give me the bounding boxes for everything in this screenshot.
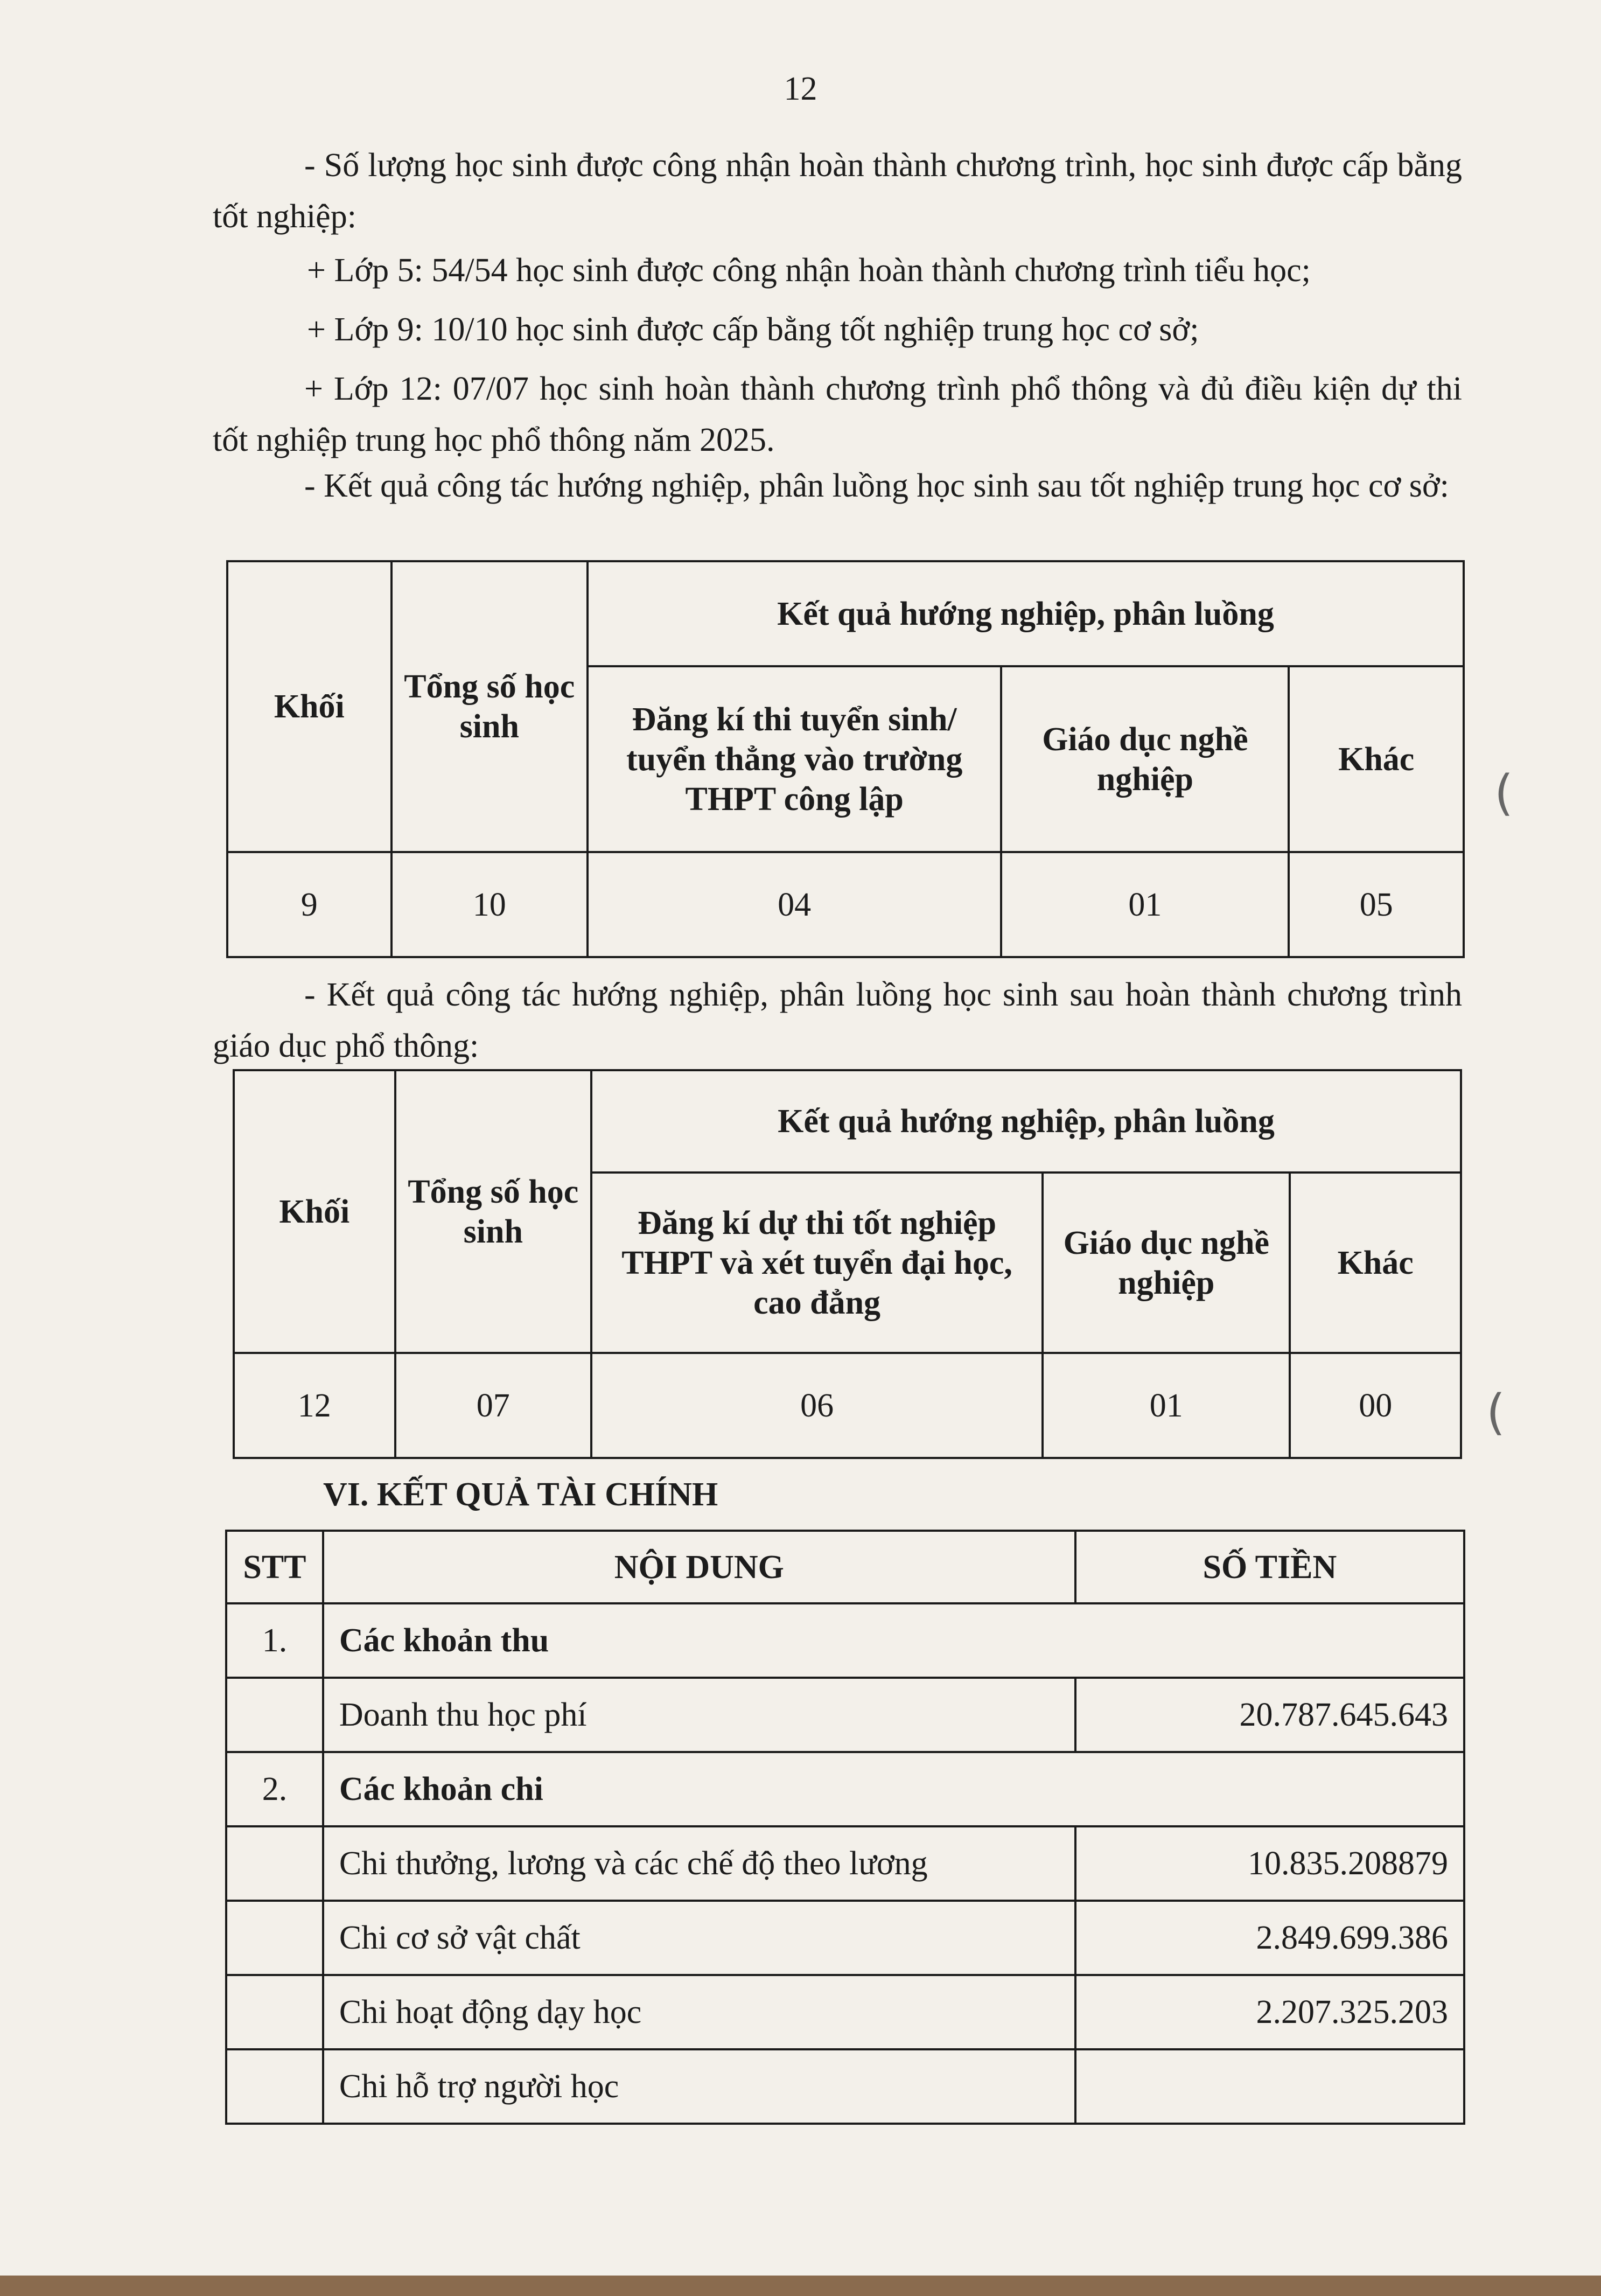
header-giao-duc-nghe: Giáo dục nghề nghiệp	[1043, 1173, 1290, 1353]
section-heading: VI. KẾT QUẢ TÀI CHÍNH	[323, 1476, 718, 1513]
header-tong-so: Tổng số học sinh	[391, 561, 588, 852]
career-guidance-table-grade12	[233, 1069, 1462, 1459]
cell-noi-dung: Chi hoạt động dạy học	[323, 1975, 1075, 2049]
career-guidance-table-grade9	[226, 560, 1465, 958]
header-tong-so: Tổng số học sinh	[395, 1070, 591, 1353]
table-row	[227, 852, 1464, 957]
cell-stt: 2.	[226, 1752, 323, 1826]
intro-paragraph: - Số lượng học sinh được công nhận hoàn thành chương trình, học sinh được cấp bằng tốt nghiệp:	[213, 147, 1462, 235]
list-item-grade12: + Lớp 12: 07/07 học sinh hoàn thành chương trình phổ thông và đủ điều kiện dự thi tốt nghiệp trung học phổ thông năm 2025.	[213, 371, 1462, 458]
page-number: 12	[784, 71, 817, 107]
header-giao-duc-nghe: Giáo dục nghề nghiệp	[1001, 666, 1289, 852]
scan-edge	[0, 2276, 1601, 2296]
header-dang-ki: Đăng kí dự thi tốt nghiệp THPT và xét tuyển đại học, cao đẳng	[591, 1173, 1043, 1353]
header-khoi: Khối	[227, 561, 391, 852]
cell-giao-duc-nghe: 01	[1001, 852, 1289, 957]
cell-noi-dung: Doanh thu học phí	[323, 1678, 1075, 1752]
career-guidance-paragraph: - Kết quả công tác hướng nghiệp, phân luồng học sinh sau tốt nghiệp trung học cơ sở:	[304, 467, 1449, 504]
cell-stt: 1.	[226, 1603, 323, 1678]
header-group: Kết quả hướng nghiệp, phân luồng	[588, 561, 1464, 666]
table-row	[226, 1975, 1464, 2049]
table-row	[226, 1752, 1464, 1826]
header-dang-ki: Đăng kí thi tuyển sinh/ tuyển thẳng vào trường THPT công lập	[588, 666, 1001, 852]
cell-noi-dung: Các khoản thu	[323, 1603, 1464, 1678]
header-stt: STT	[226, 1531, 323, 1603]
table-row	[226, 1901, 1464, 1975]
margin-mark: (	[1494, 765, 1514, 821]
cell-noi-dung: Chi hỗ trợ người học	[323, 2049, 1075, 2124]
cell-stt	[226, 2049, 323, 2124]
cell-stt	[226, 1678, 323, 1752]
cell-khoi: 12	[234, 1353, 395, 1458]
career-guidance-paragraph-2: - Kết quả công tác hướng nghiệp, phân luồng học sinh sau hoàn thành chương trình giáo dục phổ thông:	[213, 976, 1462, 1064]
cell-dang-ki: 06	[591, 1353, 1043, 1458]
table-row	[226, 1678, 1464, 1752]
cell-so-tien: 2.207.325.203	[1075, 1975, 1464, 2049]
cell-noi-dung: Chi cơ sở vật chất	[323, 1901, 1075, 1975]
margin-mark: (	[1486, 1384, 1506, 1441]
cell-stt	[226, 1826, 323, 1901]
financial-results-table	[225, 1530, 1465, 2125]
cell-dang-ki: 04	[588, 852, 1001, 957]
table-row	[226, 1826, 1464, 1901]
header-so-tien: SỐ TIỀN	[1075, 1531, 1464, 1603]
list-item-grade9: + Lớp 9: 10/10 học sinh được cấp bằng tốt nghiệp trung học cơ sở;	[307, 311, 1199, 348]
cell-stt	[226, 1975, 323, 2049]
cell-so-tien: 10.835.208879	[1075, 1826, 1464, 1901]
header-khoi: Khối	[234, 1070, 395, 1353]
table-row	[226, 2049, 1464, 2124]
cell-khac: 05	[1289, 852, 1464, 957]
cell-so-tien: 2.849.699.386	[1075, 1901, 1464, 1975]
list-item-grade5: + Lớp 5: 54/54 học sinh được công nhận hoàn thành chương trình tiểu học;	[307, 252, 1311, 289]
cell-stt	[226, 1901, 323, 1975]
cell-noi-dung: Chi thưởng, lương và các chế độ theo lương	[323, 1826, 1075, 1901]
cell-khoi: 9	[227, 852, 391, 957]
header-group: Kết quả hướng nghiệp, phân luồng	[591, 1070, 1461, 1173]
header-khac: Khác	[1290, 1173, 1461, 1353]
header-khac: Khác	[1289, 666, 1464, 852]
cell-tong: 10	[391, 852, 588, 957]
cell-so-tien	[1075, 2049, 1464, 2124]
cell-khac: 00	[1290, 1353, 1461, 1458]
table-row	[234, 1353, 1461, 1458]
cell-tong: 07	[395, 1353, 591, 1458]
cell-noi-dung: Các khoản chi	[323, 1752, 1464, 1826]
cell-so-tien: 20.787.645.643	[1075, 1678, 1464, 1752]
table-row	[226, 1603, 1464, 1678]
header-noi-dung: NỘI DUNG	[323, 1531, 1075, 1603]
cell-giao-duc-nghe: 01	[1043, 1353, 1290, 1458]
